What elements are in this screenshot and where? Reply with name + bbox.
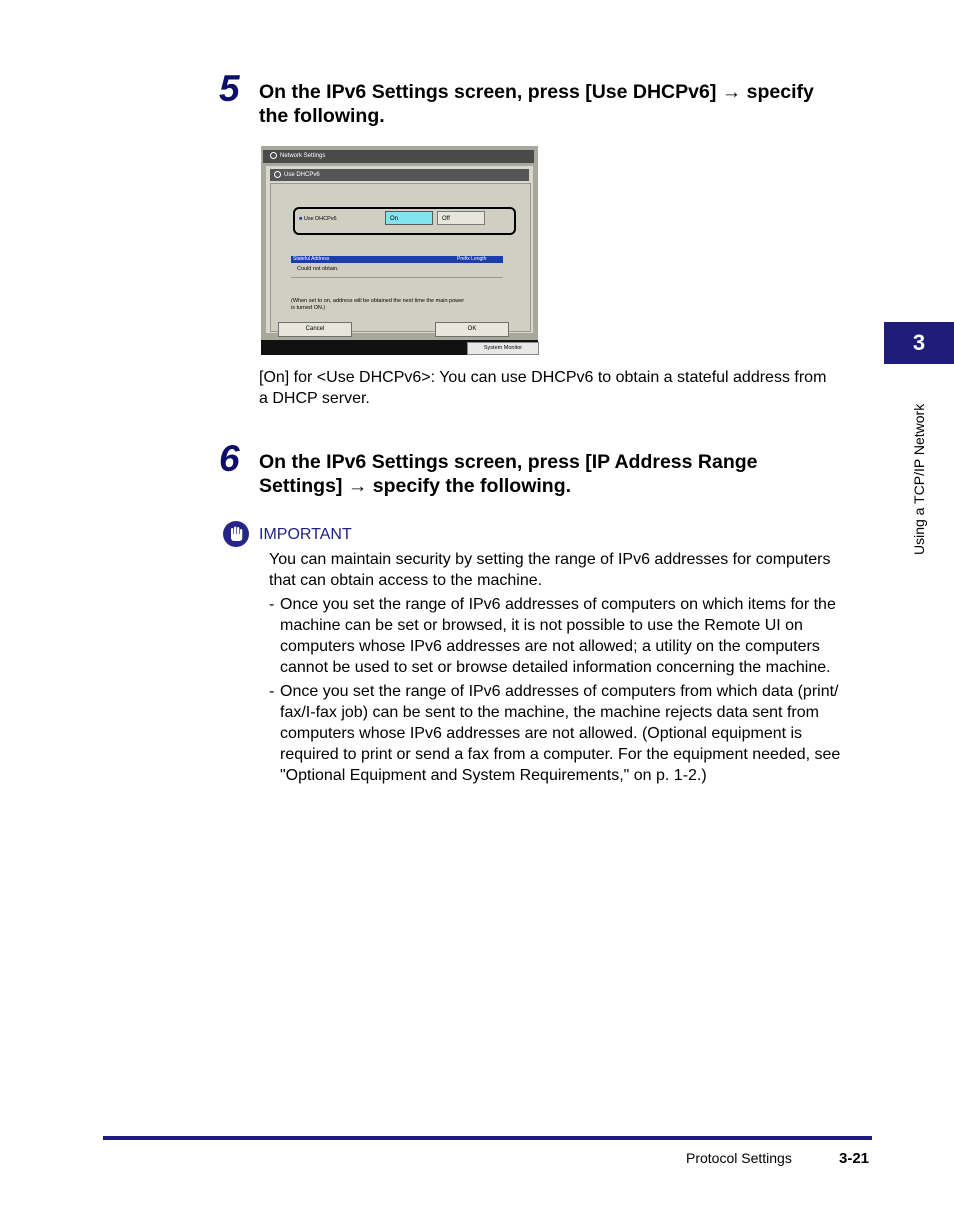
- note-line-1: (When set to on, address will be obtained the next time the main power: [291, 298, 465, 304]
- important-hand-icon: [223, 521, 249, 547]
- ok-button[interactable]: OK: [435, 322, 509, 337]
- chapter-tab: 3: [884, 322, 954, 364]
- divider: [291, 277, 503, 278]
- note-line-2: is turned ON.): [291, 305, 326, 311]
- step-caption: [On] for <Use DHCPv6>: You can use DHCPv6 to obtain a stateful address from a DHCP server.: [259, 369, 827, 407]
- system-monitor-button[interactable]: System Monitor: [467, 342, 539, 355]
- page-number: 3-21: [839, 1150, 870, 1167]
- on-button[interactable]: On: [385, 211, 433, 225]
- screenshot-network-settings: [261, 146, 538, 355]
- field-label: ■ Use DHCPv6: [299, 216, 337, 222]
- step-number: 6: [219, 438, 240, 479]
- dialog-panel: [266, 166, 533, 333]
- list-item: - Once you set the range of IPv6 addresses of computers from which data (print/ fax/I-fax job) can be sent to the machine, the machine rejects data sent from computers whose IPv6 addresses are not allowed. (Optional equipment is required to print or send a fax from a computer. For the equipment needed, see "Optional Equipment and System Requirements," on p. 1-2.): [269, 683, 841, 784]
- chapter-title: Using a TCP/IP Network: [911, 403, 927, 555]
- important-body: [269, 549, 869, 786]
- step-instruction: On the IPv6 Settings screen, press [Use DHCPv6] → specify the following.: [259, 81, 814, 127]
- intro-text: You can maintain security by setting the range of IPv6 addresses for computers that can obtain access to the machine.: [269, 551, 831, 589]
- address-status: Could not obtain.: [297, 266, 339, 272]
- settings-icon: [270, 152, 277, 159]
- cancel-button[interactable]: Cancel: [278, 322, 352, 337]
- window-title-bar: Network Settings: [263, 150, 534, 163]
- list-item: - Once you set the range of IPv6 addresses of computers on which items for the machine can be set or browsed, it is not possible to use the Remote UI on computers whose IPv6 addresses are not allowed; a utility on the computers cannot be used to set or browse detailed information concerning the machine.: [269, 596, 836, 676]
- step-instruction: On the IPv6 Settings screen, press [IP Address Range Settings] → specify the following.: [259, 451, 758, 497]
- address-table-header: Stateful Address Prefix Length: [291, 256, 503, 263]
- footer-rule: [103, 1136, 872, 1140]
- footer-section-title: Protocol Settings: [686, 1150, 792, 1166]
- settings-icon: [274, 171, 281, 178]
- off-button[interactable]: Off: [437, 211, 485, 225]
- important-label: IMPORTANT: [259, 526, 352, 543]
- panel-title-bar: Use DHCPv6: [270, 169, 529, 181]
- step-number: 5: [219, 68, 240, 109]
- dialog-body: [270, 183, 531, 332]
